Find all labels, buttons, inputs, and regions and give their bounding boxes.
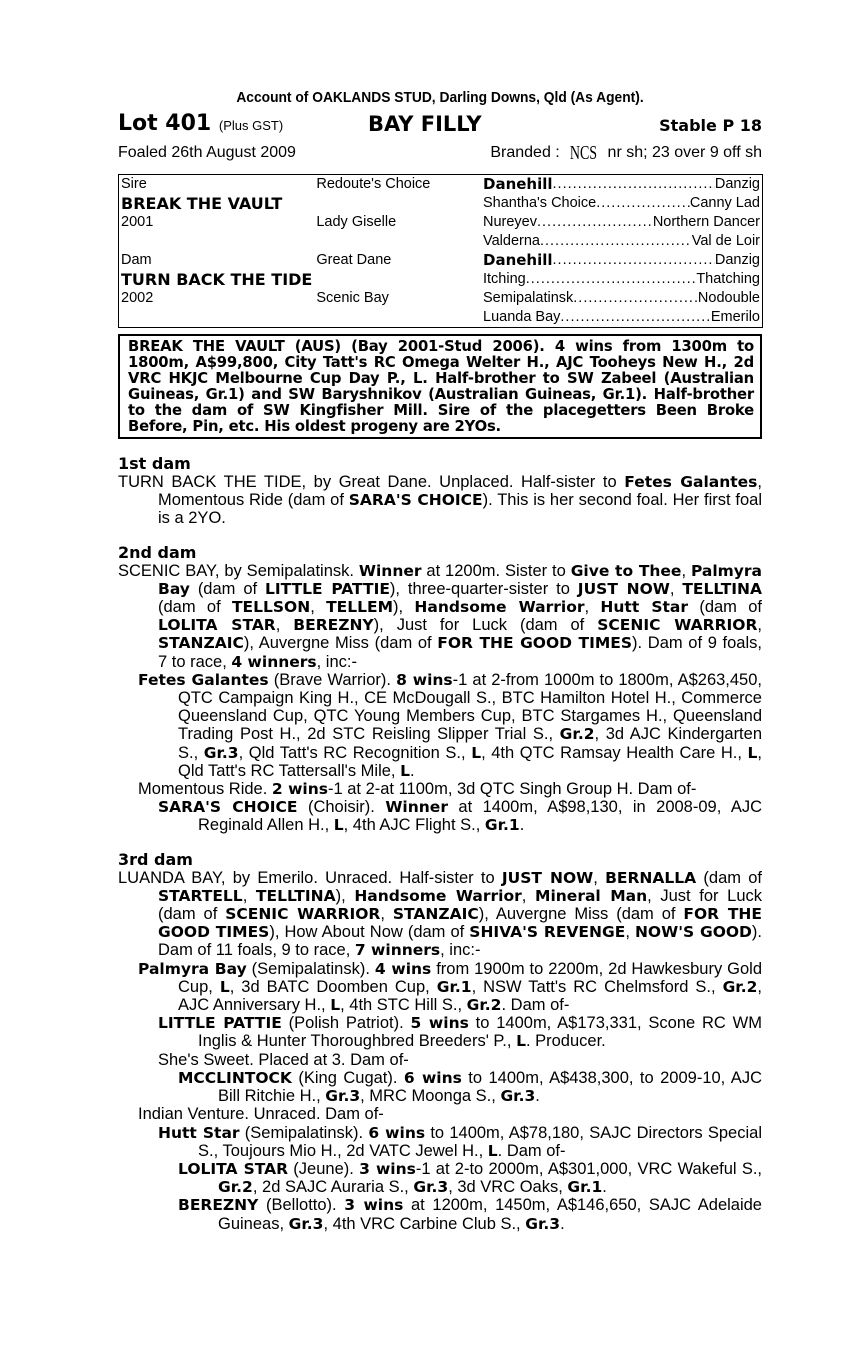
- pedigree-paragraph: Palmyra Bay (Semipalatinsk). 4 wins from 1900m to 2200m, 2d Hawkesbury Gold Cup, L, 3d BATC Doomben Cup, Gr.1, NSW Tatt's RC Chelmsford S., Gr.2, AJC Anniversary H., L, 4th STC Hill S., Gr.2. Dam of-: [138, 959, 762, 1015]
- sire-label: Sire: [121, 176, 147, 192]
- gp-line: [483, 308, 760, 327]
- vendor-account: Account of OAKLANDS STUD, Darling Downs, Qld (As Agent).: [236, 89, 644, 106]
- gp-line: [483, 232, 760, 251]
- gp-name: Luanda Bay: [483, 309, 561, 325]
- sire-year: 2001: [121, 214, 154, 230]
- gp-cell: [481, 213, 763, 232]
- gp-sire: Canny Lad: [689, 195, 760, 211]
- gp-sire: Danzig: [714, 252, 760, 268]
- gp-sire: Danzig: [714, 176, 760, 192]
- gp-sire: Nodouble: [697, 290, 760, 306]
- gp-line: [483, 270, 760, 289]
- gp-cell: [481, 194, 763, 213]
- catalogue-page: [118, 88, 762, 1233]
- pedigree-paragraph: MCCLINTOCK (King Cugat). 6 wins to 1400m, A$438,300, to 2009-10, AJC Bill Ritchie H., Gr.3, MRC Moonga S., Gr.3.: [178, 1068, 762, 1106]
- horse-description: BAY FILLY: [368, 112, 482, 136]
- gp-line: [483, 251, 760, 270]
- pedigree-paragraph: Momentous Ride. 2 wins-1 at 2-at 1100m, 3d QTC Singh Group H. Dam of-: [138, 780, 697, 799]
- gp-sire: Emerilo: [710, 309, 760, 325]
- pedigree-table: [118, 174, 763, 328]
- family-sections: [118, 455, 762, 1233]
- lot-label: Lot 401: [118, 111, 212, 136]
- dam-year: 2002: [121, 290, 154, 306]
- gp-cell: [481, 232, 763, 251]
- pedigree-paragraph: Hutt Star (Semipalatinsk). 6 wins to 1400m, A$78,180, SAJC Directors Special S., Toujours Mio H., 2d VATC Jewel H., L. Dam of-: [158, 1123, 762, 1160]
- brand-mark: NCS: [570, 142, 598, 164]
- foaled-date: Foaled 26th August 2009: [118, 144, 296, 161]
- pedigree-paragraph: Fetes Galantes (Brave Warrior). 8 wins-1 at 2-from 1000m to 1800m, A$263,450, QTC Campaign King H., CE McDougall S., BTC Hamilton Hotel H., Commerce Queensland Cup, QTC Young Members Cup, BTC Stargames H., Queensland Trading Post H., 2d STC Reisling Slipper Trial S., Gr.2, 3d AJC Kindergarten S., Gr.3, Qld Tatt's RC Recognition S., L, 4th QTC Ramsay Health Care H., L, Qld Tatt's RC Tattersall's Mile, L.: [138, 670, 763, 780]
- sire-dam: Lady Giselle: [316, 214, 397, 230]
- pedigree-paragraph: SCENIC BAY, by Semipalatinsk. Winner at 1200m. Sister to Give to Thee, Palmyra Bay (dam of LITTLE PATTIE), three-quarter-sister to JUST NOW, TELLTINA (dam of TELLSON, TELLEM), Handsome Warrior, Hutt Star (dam of LOLITA STAR, BEREZNY), Just for Luck (dam of SCENIC WARRIOR, STANZAIC), Auvergne Miss (dam of FOR THE GOOD TIMES). Dam of 9 foals, 7 to race, 4 winners, inc:-: [118, 561, 763, 671]
- pedigree-paragraph: BEREZNY (Bellotto). 3 wins at 1200m, 1450m, A$146,650, SAJC Adelaide Guineas, Gr.3, 4th VRC Carbine Club S., Gr.3.: [178, 1196, 762, 1233]
- pedigree-paragraph: TURN BACK THE TIDE, by Great Dane. Unplaced. Half-sister to Fetes Galantes, Momentous Ride (dam of SARA'S CHOICE). This is her second foal. Her first foal is a 2YO.: [118, 473, 762, 528]
- dam-label: Dam: [121, 252, 152, 268]
- gp-line: [483, 213, 760, 232]
- brand-info: [490, 140, 762, 166]
- gp-sire: Val de Loir: [691, 233, 760, 249]
- gp-cell: [481, 308, 763, 328]
- dam-dam: Scenic Bay: [316, 290, 389, 306]
- lot-number: [118, 110, 283, 140]
- pedigree-paragraph: SARA'S CHOICE (Choisir). Winner at 1400m, A$98,130, in 2008-09, AJC Reginald Allen H., L, 4th AJC Flight S., Gr.1.: [158, 798, 762, 835]
- dam-heading: 2nd dam: [118, 542, 197, 562]
- pedigree-paragraph: LUANDA BAY, by Emerilo. Unraced. Half-sister to JUST NOW, BERNALLA (dam of STARTELL, TELLTINA), Handsome Warrior, Mineral Man, Just for Luck (dam of SCENIC WARRIOR, STANZAIC), Auvergne Miss (dam of FOR THE GOOD TIMES), How About Now (dam of SHIVA'S REVENGE, NOW'S GOOD). Dam of 11 foals, 9 to race, 7 winners, inc:-: [118, 868, 763, 960]
- gst-note: (Plus GST): [218, 118, 284, 133]
- pedigree-paragraph: Indian Venture. Unraced. Dam of-: [138, 1105, 384, 1124]
- gp-name: Nureyev: [483, 214, 537, 230]
- gp-cell: [481, 251, 763, 270]
- sire-notes-box: BREAK THE VAULT (AUS) (Bay 2001-Stud 2006). 4 wins from 1300m to 1800m, A$99,800, City Tatt's RC Omega Welter H., AJC Tooheys New H., 2d VRC HKJC Melbourne Cup Day P., L. Half-brother to SW Zabeel (Australian Guineas, Gr.1) and SW Baryshnikov (Australian Guineas, Gr.1). Half-brother to the dam of SW Kingfisher Mill. Sire of the placegetters Been Broke Before, Pin, etc. His oldest progeny are 2YOs.: [118, 334, 762, 439]
- gp-line: [483, 194, 760, 213]
- gp-cell: [481, 175, 763, 195]
- dam-heading: 1st dam: [118, 454, 191, 473]
- gp-cell: [481, 289, 763, 308]
- gp-name: Semipalatinsk: [483, 290, 574, 306]
- branded-label: Branded :: [490, 144, 565, 161]
- pedigree-paragraph: She's Sweet. Placed at 3. Dam of-: [158, 1050, 409, 1069]
- foaled-row: [118, 140, 762, 166]
- gp-line: [483, 289, 760, 308]
- gp-cell: [481, 270, 763, 289]
- gp-name: Shantha's Choice: [483, 195, 597, 211]
- sire-name: BREAK THE VAULT: [121, 194, 283, 213]
- gp-name: Danehill: [483, 251, 553, 269]
- pedigree-paragraph: LITTLE PATTIE (Polish Patriot). 5 wins to 1400m, A$173,331, Scone RC WM Inglis & Hunter Thoroughbred Breeders' P., L. Producer.: [158, 1014, 762, 1051]
- gp-sire: Northern Dancer: [652, 214, 760, 230]
- dam-heading: 3rd dam: [118, 849, 193, 869]
- lot-header: [118, 110, 762, 140]
- gp-sire: Thatching: [696, 271, 760, 287]
- gp-name: Itching: [483, 271, 526, 287]
- gp-name: Valderna: [483, 233, 540, 249]
- sire-sire: Redoute's Choice: [316, 176, 431, 192]
- dam-name: TURN BACK THE TIDE: [121, 270, 313, 289]
- stable-location: Stable P 18: [659, 116, 762, 135]
- pedigree-paragraph: LOLITA STAR (Jeune). 3 wins-1 at 2-to 2000m, A$301,000, VRC Wakeful S., Gr.2, 2d SAJC Auraria S., Gr.3, 3d VRC Oaks, Gr.1.: [178, 1159, 763, 1197]
- brand-description: nr sh; 23 over 9 off sh: [603, 144, 762, 161]
- gp-line: [483, 175, 760, 194]
- dam-sire: Great Dane: [316, 252, 392, 268]
- gp-name: Danehill: [483, 175, 553, 193]
